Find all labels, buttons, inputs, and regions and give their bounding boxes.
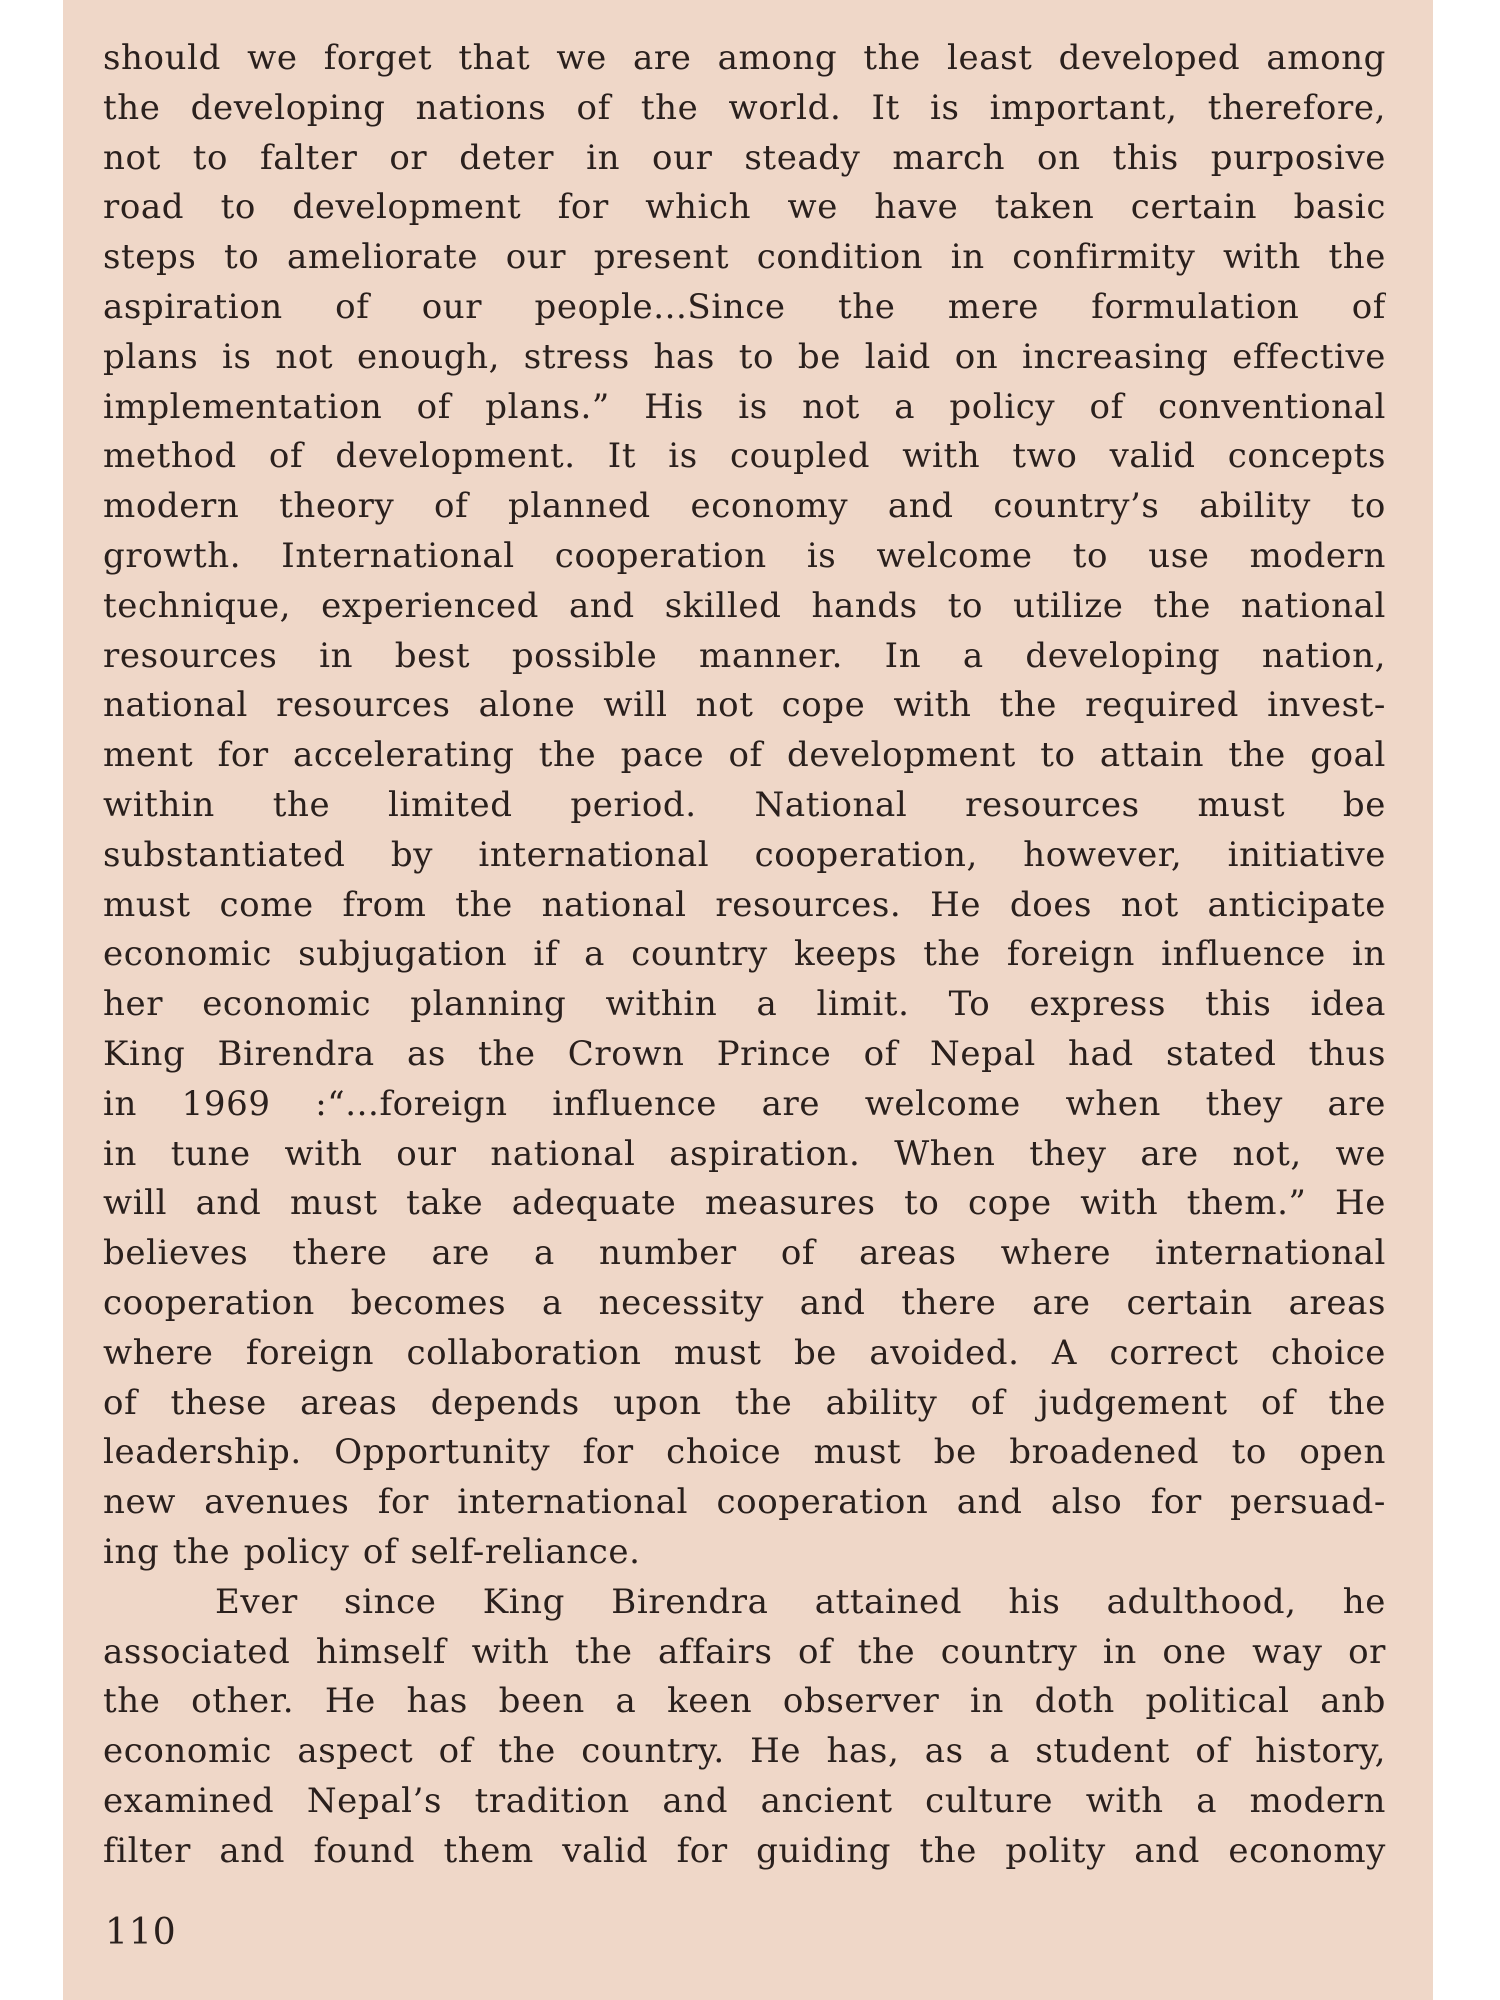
text-line: national resources alone will not cope with the required invest-: [103, 685, 1386, 726]
paragraph-end-line: ing the policy of self-reliance.: [103, 1531, 641, 1572]
text-line: the developing nations of the world. It is important, therefore,: [103, 87, 1386, 128]
text-line: in 1969 :“...foreign influence are welcome when they are: [103, 1083, 1386, 1124]
text-line: resources in best possible manner. In a developing nation,: [103, 635, 1386, 676]
body-text: [103, 34, 1386, 1876]
text-line: will and must take adequate measures to cope with them.” He: [103, 1183, 1386, 1224]
page-number: 110: [105, 1912, 177, 1953]
text-line: must come from the national resources. He does not anticipate: [103, 884, 1386, 925]
text-line: believes there are a number of areas where international: [103, 1233, 1386, 1274]
text-line: filter and found them valid for guiding the polity and economy: [103, 1830, 1386, 1871]
text-line: economic aspect of the country. He has, as a student of history,: [103, 1731, 1386, 1772]
text-line: new avenues for international cooperation and also for persuad-: [103, 1482, 1386, 1523]
text-line: aspiration of our people...Since the mere formulation of: [103, 286, 1386, 327]
text-line: steps to ameliorate our present condition in confirmity with the: [103, 237, 1386, 278]
text-line: economic subjugation if a country keeps the foreign influence in: [103, 934, 1386, 975]
text-line: plans is not enough, stress has to be laid on increasing effective: [103, 336, 1386, 377]
text-line: in tune with our national aspiration. When they are not, we: [103, 1133, 1386, 1174]
text-line: cooperation becomes a necessity and there are certain areas: [103, 1282, 1386, 1323]
text-line: growth. International cooperation is welcome to use modern: [103, 535, 1386, 576]
book-page: [63, 0, 1433, 2000]
text-line: modern theory of planned economy and country’s ability to: [103, 486, 1386, 527]
text-line: not to falter or deter in our steady march on this purposive: [103, 137, 1386, 178]
text-line: examined Nepal’s tradition and ancient culture with a modern: [103, 1780, 1386, 1821]
text-line: ment for accelerating the pace of development to attain the goal: [103, 735, 1386, 776]
text-line: leadership. Opportunity for choice must be broadened to open: [103, 1432, 1386, 1473]
text-line: associated himself with the affairs of the country in one way or: [103, 1631, 1386, 1672]
text-line: her economic planning within a limit. To express this idea: [103, 984, 1386, 1025]
text-line: where foreign collaboration must be avoided. A correct choice: [103, 1332, 1386, 1373]
text-line: within the limited period. National resources must be: [103, 784, 1386, 825]
text-line: the other. He has been a keen observer in doth political anb: [103, 1681, 1386, 1722]
text-line: technique, experienced and skilled hands to utilize the national: [103, 585, 1386, 626]
text-line: should we forget that we are among the least developed among: [103, 38, 1386, 78]
paragraph-start-line: Ever since King Birendra attained his adulthood, he: [215, 1581, 1386, 1622]
text-line: method of development. It is coupled with two valid concepts: [103, 436, 1386, 477]
text-line: substantiated by international cooperation, however, initiative: [103, 834, 1386, 875]
text-line: road to development for which we have taken certain basic: [103, 187, 1386, 228]
text-line: King Birendra as the Crown Prince of Nepal had stated thus: [103, 1033, 1386, 1074]
text-line: of these areas depends upon the ability of judgement of the: [103, 1382, 1386, 1423]
text-line: implementation of plans.” His is not a policy of conventional: [103, 386, 1386, 427]
